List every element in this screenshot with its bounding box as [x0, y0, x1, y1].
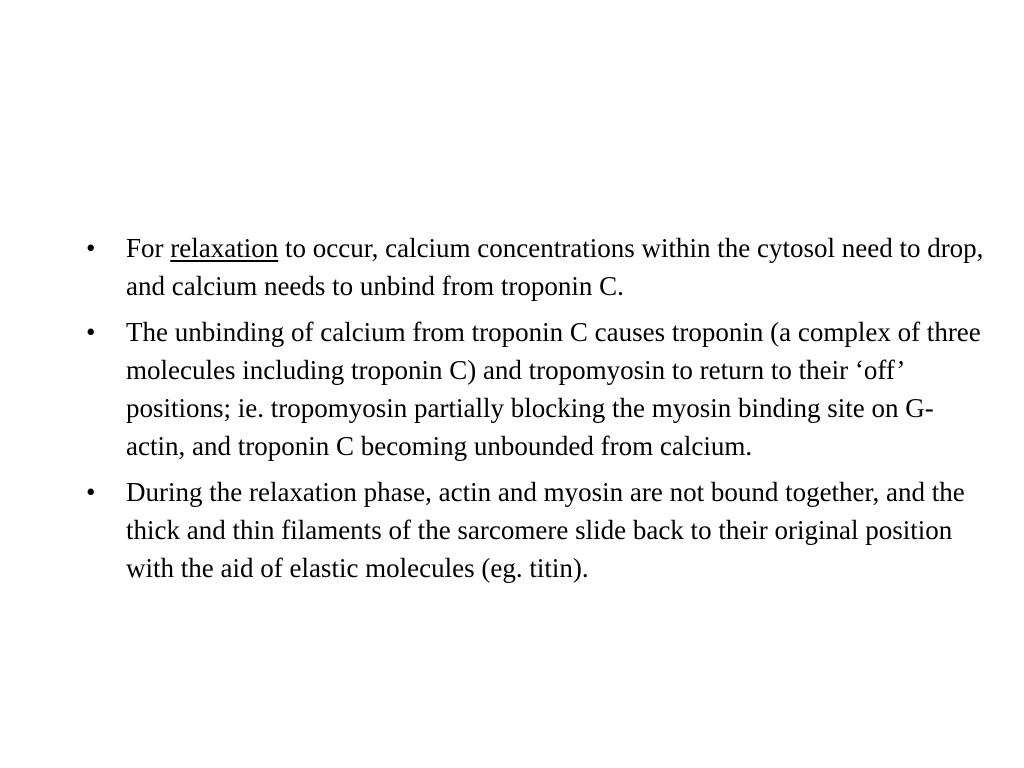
bullet-text: The unbinding of calcium from troponin C causes troponin (a complex of three molecules including troponin C) and tropomyosin to return to their ‘off’ positions; ie. tropomyosin partially blocking the myosin binding site on G-actin, and troponin C becoming unbounded from calcium. — [126, 317, 981, 461]
relaxation-underlined-term: relaxation — [170, 233, 279, 263]
bullet-item-unbinding — [86, 313, 986, 465]
bullet-marker: • — [86, 317, 96, 347]
bullet-list — [86, 229, 986, 595]
bullet-text: to occur, calcium concentrations within the cytosol need to drop, and calcium needs to unbind from troponin C. — [126, 233, 984, 301]
bullet-lead-text: For — [126, 233, 171, 263]
bullet-marker: • — [86, 233, 96, 263]
bullet-text: During the relaxation phase, actin and myosin are not bound together, and the thick and thin filaments of the sarcomere slide back to their original position with the aid of elastic molecules (eg. titin). — [126, 477, 965, 583]
bullet-marker: • — [86, 477, 96, 507]
bullet-item-relaxation-phase — [86, 473, 986, 587]
bullet-item-relaxation — [86, 229, 986, 305]
